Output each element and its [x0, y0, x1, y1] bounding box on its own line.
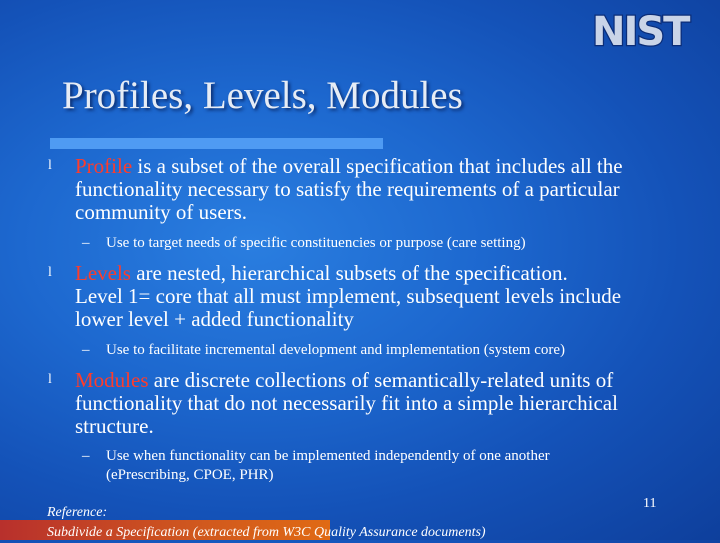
bullet-item-profile — [75, 155, 715, 224]
item-text-line: functionality necessary to satisfy the requirements of a particular — [75, 177, 620, 201]
reference — [47, 503, 486, 543]
item-text-line: functionality that do not necessarily fit into a simple hierarchical — [75, 391, 618, 415]
dash-icon: – — [82, 235, 90, 251]
bullet-icon: l — [48, 265, 52, 280]
nist-logo-text: NIST — [592, 9, 689, 50]
term-profile: Profile — [75, 154, 133, 178]
sub-item-text: (ePrescribing, CPOE, PHR) — [106, 467, 274, 483]
sub-item-text: Use to target needs of specific constituencies or purpose (care setting) — [106, 235, 526, 251]
sub-item-text: Use to facilitate incremental development and implementation (system core) — [106, 342, 566, 358]
sub-item-modules — [82, 447, 692, 485]
term-modules: Modules — [75, 368, 149, 392]
sub-item-profile — [82, 234, 692, 253]
reference-text: Subdivide a Specification (extracted from W3C Quality Assurance documents) — [47, 525, 486, 540]
sub-item-levels — [82, 341, 692, 360]
bullet-item-modules — [75, 369, 715, 438]
bullet-item-levels — [75, 262, 715, 331]
item-text-line: lower level + added functionality — [75, 307, 354, 331]
reference-label: Reference: — [47, 505, 108, 520]
dash-icon: – — [82, 342, 90, 358]
item-text-line: community of users. — [75, 200, 248, 224]
term-levels: Levels — [75, 261, 131, 285]
item-text-line: structure. — [75, 414, 154, 438]
bullet-icon: l — [48, 372, 52, 387]
bullet-icon: l — [48, 158, 52, 173]
item-text-line: are nested, hierarchical subsets of the specification. — [130, 261, 568, 285]
nist-logo — [590, 8, 702, 50]
slide-title: Profiles, Levels, Modules — [62, 74, 463, 117]
item-text-line: is a subset of the overall specification that includes all the — [132, 154, 623, 178]
dash-icon: – — [82, 448, 90, 464]
page-number: 11 — [643, 496, 657, 511]
sub-item-text: Use when functionality can be implemented independently of one another — [106, 448, 550, 464]
item-text-line: are discrete collections of semantically-related units of — [148, 368, 614, 392]
title-underline — [50, 138, 383, 149]
item-text-line: Level 1= core that all must implement, subsequent levels include — [75, 284, 622, 308]
